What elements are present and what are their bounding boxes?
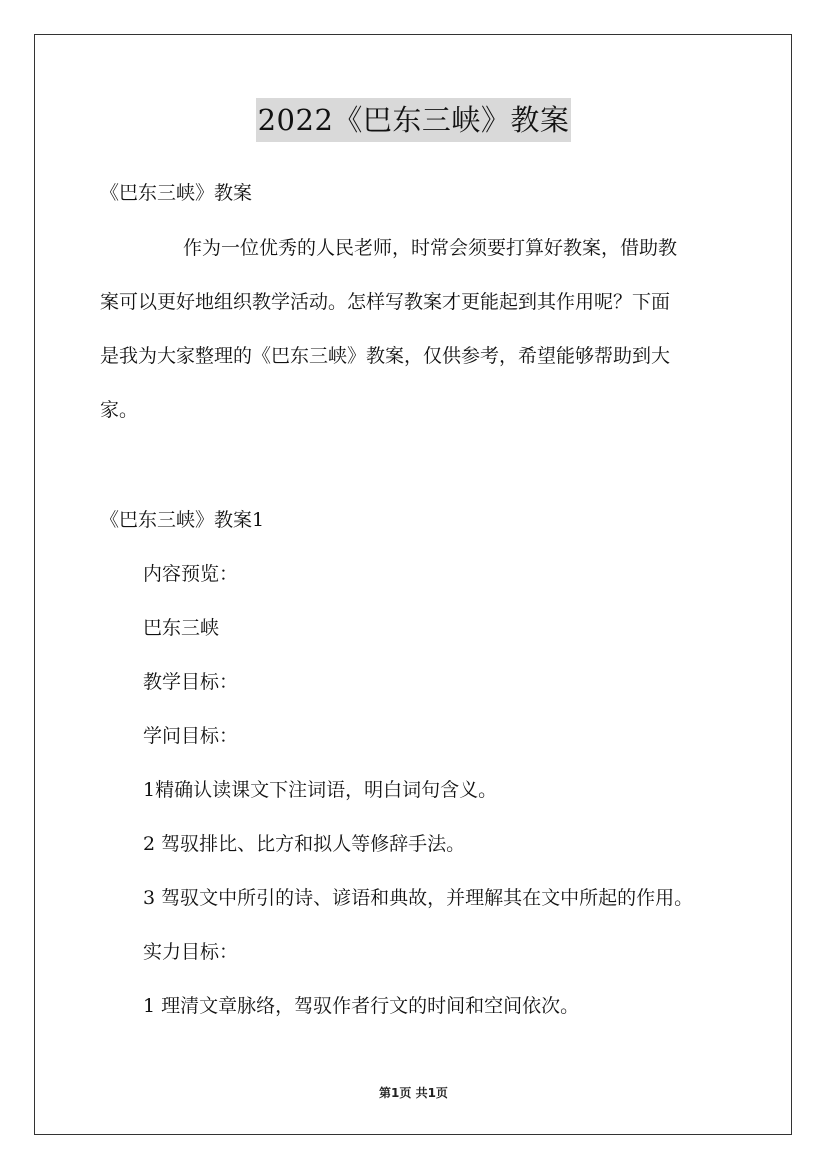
section-heading: 《巴东三峡》教案1 (100, 509, 265, 531)
intro-line-2: 案可以更好地组织教学活动。怎样写教案才更能起到其作用呢？下面 (100, 291, 671, 313)
body-line-9: 1 理清文章脉络，驾驭作者行文的时间和空间依次。 (143, 995, 580, 1017)
document-title-wrap (0, 98, 827, 142)
body-line-4: 学问目标： (143, 725, 239, 747)
body-line-3: 教学目标： (143, 671, 239, 693)
body-line-8: 实力目标： (143, 941, 239, 963)
body-line-1: 内容预览： (143, 563, 239, 585)
page-footer: 第1页 共1页 (379, 1086, 448, 1100)
intro-line-4: 家。 (100, 399, 139, 421)
body-line-2: 巴东三峡 (143, 617, 220, 639)
body-line-7: 3 驾驭文中所引的诗、谚语和典故，并理解其在文中所起的作用。 (143, 887, 694, 909)
document-title: 2022《巴东三峡》教案 (256, 98, 572, 142)
body-line-5: 1精确认读课文下注词语，明白词句含义。 (143, 779, 498, 801)
body-line-6: 2 驾驭排比、比方和拟人等修辞手法。 (143, 833, 466, 855)
document-subtitle: 《巴东三峡》教案 (100, 182, 253, 204)
intro-line-3: 是我为大家整理的《巴东三峡》教案，仅供参考，希望能够帮助到大 (100, 345, 671, 367)
intro-line-1: 作为一位优秀的人民老师，时常会须要打算好教案，借助教 (183, 237, 678, 259)
